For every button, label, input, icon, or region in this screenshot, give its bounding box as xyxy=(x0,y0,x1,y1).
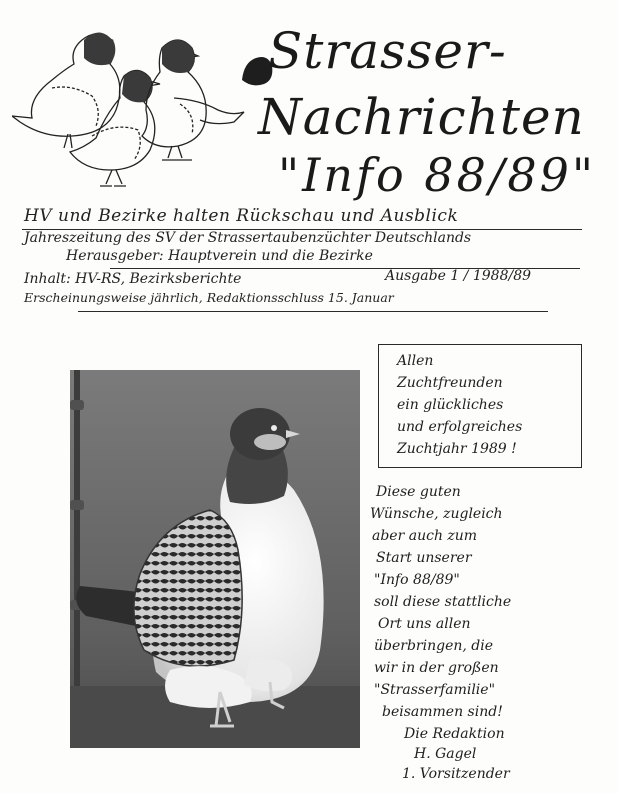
title-line-2: Nachrichten xyxy=(258,88,585,146)
masthead-issue: Ausgabe 1 / 1988/89 xyxy=(385,268,532,284)
message-line: Start unserer xyxy=(376,550,472,566)
masthead-publisher: Herausgeber: Hauptverein und die Bezirke xyxy=(66,248,373,264)
pigeon-photo xyxy=(70,370,360,748)
message-line: wir in der großen xyxy=(374,660,499,676)
masthead-yearbook: Jahreszeitung des SV der Strassertaubenzüchter Deutschlands xyxy=(24,230,472,246)
signature-line: H. Gagel xyxy=(414,746,477,762)
message-line: Ort uns allen xyxy=(378,616,471,632)
greeting-line: Allen xyxy=(397,353,434,369)
greeting-line: Zuchtfreunden xyxy=(397,375,503,391)
signature-line: Die Redaktion xyxy=(404,726,505,742)
message-line: "Strasserfamilie" xyxy=(374,682,496,698)
pigeons-illustration xyxy=(12,18,252,188)
message-line: soll diese stattliche xyxy=(374,594,512,610)
greeting-box xyxy=(378,344,582,468)
masthead-contents: Inhalt: HV-RS, Bezirksberichte xyxy=(24,271,242,287)
title-line-1: Strasser- xyxy=(268,22,507,80)
masthead-frequency: Erscheinungsweise jährlich, Redaktionsschluss 15. Januar xyxy=(24,290,394,305)
greeting-line: und erfolgreiches xyxy=(397,419,523,435)
message-line: "Info 88/89" xyxy=(374,572,460,588)
message-line: Wünsche, zugleich xyxy=(370,506,503,522)
greeting-line: ein glückliches xyxy=(397,397,504,413)
masthead-headline: HV und Bezirke halten Rückschau und Ausblick xyxy=(24,206,459,226)
message-line: beisammen sind! xyxy=(382,704,503,720)
greeting-line: Zuchtjahr 1989 ! xyxy=(397,441,517,457)
message-line: überbringen, die xyxy=(374,638,493,654)
message-line: Diese guten xyxy=(376,484,461,500)
message-line: aber auch zum xyxy=(372,528,478,544)
title-line-3: "Info 88/89" xyxy=(278,148,597,202)
signature-line: 1. Vorsitzender xyxy=(402,766,510,782)
frequency-rule xyxy=(78,311,548,312)
